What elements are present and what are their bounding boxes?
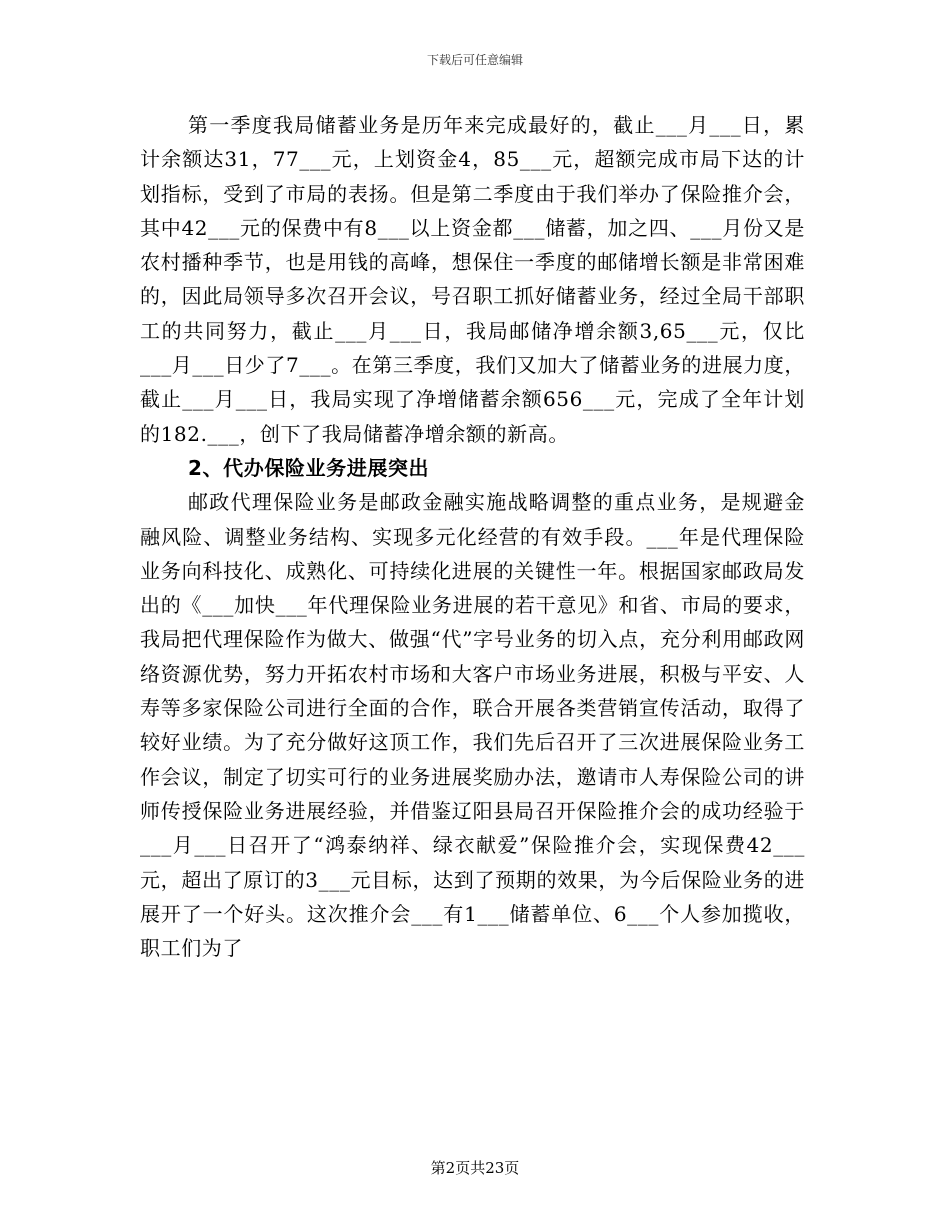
document-body xyxy=(140,108,805,965)
paragraph-savings-business: 第一季度我局储蓄业务是历年来完成最好的，截止___月___日，累计余额达31，77___元，上划资金4，85___元，超额完成市局下达的计划指标，受到了市局的表扬。但是第二季度由于我们举办了保险推介会，其中42___元的保费中有8___以上资金都___储蓄，加之四、___月份又是农村播种季节，也是用钱的高峰，想保住一季度的邮储增长额是非常困难的，因此局领导多次召开会议，号召职工抓好储蓄业务，经过全局干部职工的共同努力，截止___月___日，我局邮储净增余额3,65___元，仅比___月___日少了7___。在第三季度，我们又加大了储蓄业务的进展力度，截止___月___日，我局实现了净增储蓄余额656___元，完成了全年计划的182.___，创下了我局储蓄净增余额的新高。 xyxy=(140,113,805,446)
section-heading-insurance: 2、代办保险业务进展突出 xyxy=(188,455,430,480)
paragraph-insurance-business: 邮政代理保险业务是邮政金融实施战略调整的重点业务，是规避金融风险、调整业务结构、实现多元化经营的有效手段。___年是代理保险业务向科技化、成熟化、可持续化进展的关键性一年。根据国家邮政局发出的《___加快___年代理保险业务进展的若干意见》和省、市局的要求，我局把代理保险作为做大、做强“代”字号业务的切入点，充分利用邮政网络资源优势，努力开拓农村市场和大客户市场业务进展，积极与平安、人寿等多家保险公司进行全面的合作，联合开展各类营销宣传活动，取得了较好业绩。为了充分做好这顶工作，我们先后召开了三次进展保险业务工作会议，制定了切实可行的业务进展奖励办法，邀请市人寿保险公司的讲师传授保险业务进展经验，并借鉴辽阳县局召开保险推介会的成功经验于___月___日召开了“鸿泰纳祥、绿衣献爱”保险推介会，实现保费42___元，超出了原订的3___元目标，达到了预期的效果，为今后保险业务的进展开了一个好头。这次推介会___有1___储蓄单位、6___个人参加揽收，职工们为了 xyxy=(140,490,805,961)
page-footer: 第2页共23页 xyxy=(430,1159,520,1177)
page-header: 下载后可任意编辑 xyxy=(426,53,523,67)
